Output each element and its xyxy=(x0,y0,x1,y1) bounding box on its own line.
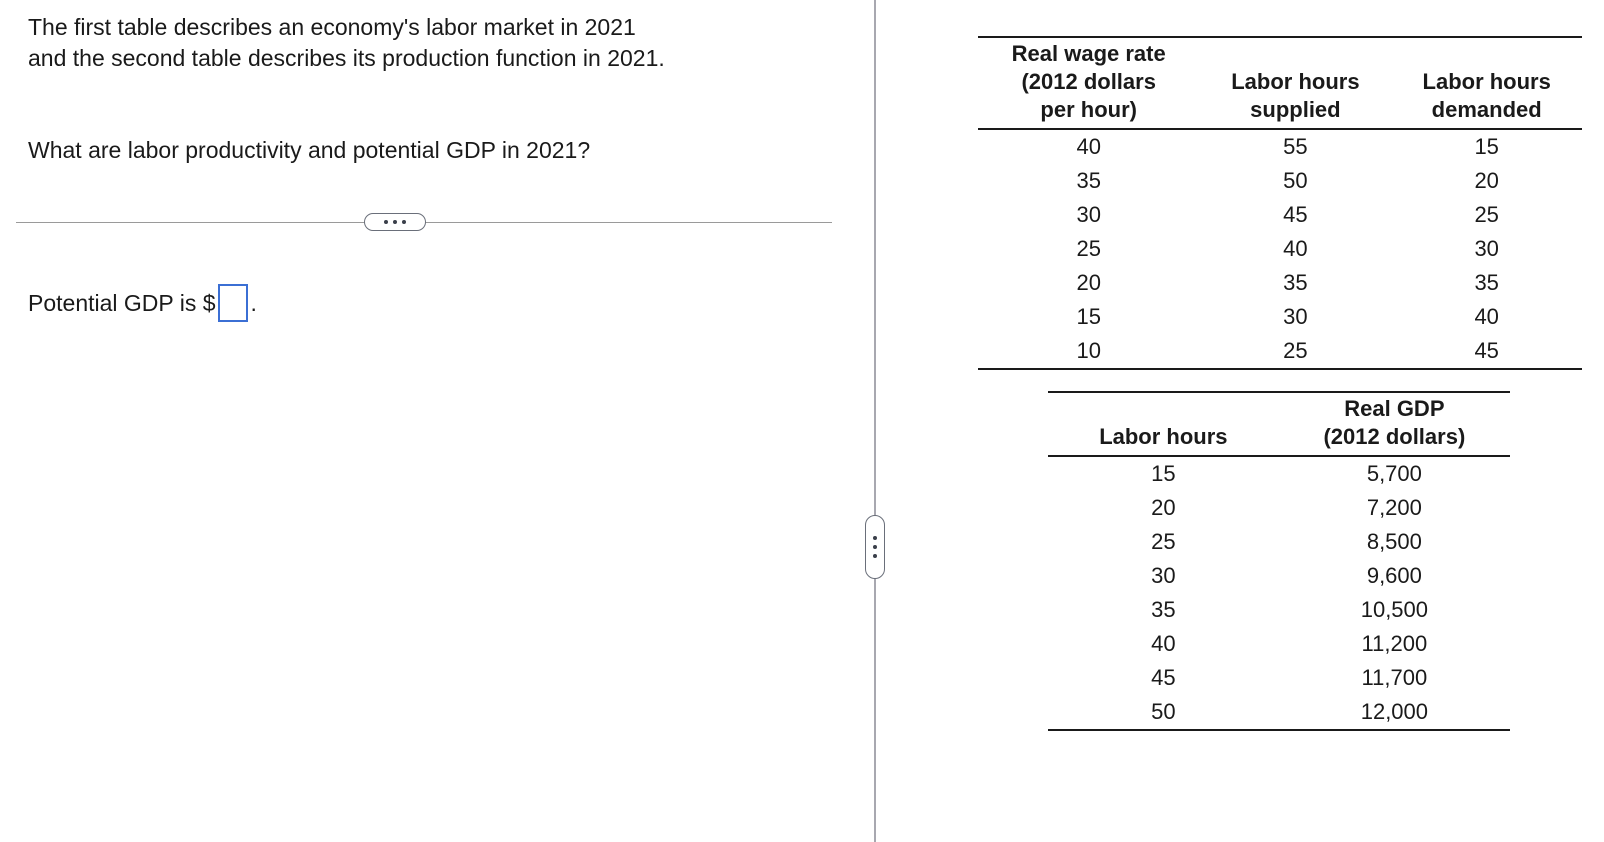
pane-divider[interactable] xyxy=(874,0,876,842)
table-row xyxy=(978,129,1582,164)
table-cell: 7,200 xyxy=(1366,495,1422,520)
table-cell: 35 xyxy=(1474,270,1499,295)
table-row xyxy=(1048,627,1510,661)
table-cell: 25 xyxy=(1474,202,1499,227)
table-cell: 40 xyxy=(1076,134,1101,159)
table-cell: 11,200 xyxy=(1361,631,1428,656)
header-labor-hours: Labor hours xyxy=(1099,424,1228,449)
table-row xyxy=(1048,661,1510,695)
table-cell: 50 xyxy=(1283,168,1308,193)
potential-gdp-input[interactable] xyxy=(218,284,248,322)
table-cell: 25 xyxy=(1151,529,1176,554)
table-row xyxy=(978,334,1582,369)
table-row xyxy=(978,198,1582,232)
table-cell: 10 xyxy=(1076,338,1101,363)
expand-more-button[interactable] xyxy=(364,213,426,231)
table-header-row xyxy=(1048,392,1510,456)
table-cell: 35 xyxy=(1151,597,1176,622)
more-vertical-icon xyxy=(873,554,877,558)
table-row xyxy=(978,300,1582,334)
more-horizontal-icon xyxy=(384,220,388,224)
header-labor-hours-supplied: Labor hours supplied xyxy=(1231,69,1360,122)
table-row xyxy=(1048,559,1510,593)
more-vertical-icon xyxy=(873,536,877,540)
labor-market-table xyxy=(978,36,1582,370)
table-cell: 30 xyxy=(1283,304,1308,329)
table-cell: 5,700 xyxy=(1366,461,1422,486)
table-cell: 15 xyxy=(1076,304,1101,329)
table-cell: 20 xyxy=(1474,168,1499,193)
more-vertical-icon xyxy=(873,545,877,549)
table-cell: 40 xyxy=(1151,631,1176,656)
table-cell: 30 xyxy=(1151,563,1176,588)
pane-resize-handle[interactable] xyxy=(865,515,885,579)
table-cell: 50 xyxy=(1151,699,1176,724)
header-labor-hours-demanded: Labor hours demanded xyxy=(1422,69,1551,122)
table-cell: 30 xyxy=(1076,202,1101,227)
table-row xyxy=(1048,695,1510,730)
question-prompt: What are labor productivity and potential GDP in 2021? xyxy=(28,137,591,163)
production-function-table xyxy=(1048,391,1510,731)
table-cell: 30 xyxy=(1474,236,1499,261)
table-cell: 40 xyxy=(1474,304,1499,329)
table-cell: 55 xyxy=(1283,134,1308,159)
table-cell: 35 xyxy=(1283,270,1308,295)
answer-suffix: . xyxy=(250,289,257,316)
table-cell: 35 xyxy=(1076,168,1101,193)
answer-line xyxy=(28,284,257,322)
table-cell: 40 xyxy=(1283,236,1308,261)
header-real-gdp: Real GDP (2012 dollars) xyxy=(1323,396,1466,449)
table-row xyxy=(978,164,1582,198)
table-row xyxy=(1048,491,1510,525)
table-cell: 45 xyxy=(1474,338,1499,363)
table-cell: 15 xyxy=(1151,461,1176,486)
table-cell: 20 xyxy=(1076,270,1101,295)
more-horizontal-icon xyxy=(393,220,397,224)
table-row xyxy=(978,232,1582,266)
header-real-wage-rate: Real wage rate (2012 dollars per hour) xyxy=(1011,41,1166,122)
table-cell: 8,500 xyxy=(1366,529,1422,554)
question-intro: The first table describes an economy's labor market in 2021 and the second table describes its production function in 2021. xyxy=(28,14,665,71)
table-cell: 45 xyxy=(1283,202,1308,227)
table-cell: 45 xyxy=(1151,665,1176,690)
table-cell: 25 xyxy=(1076,236,1101,261)
table-cell: 15 xyxy=(1474,134,1499,159)
table-cell: 25 xyxy=(1283,338,1308,363)
table-cell: 11,700 xyxy=(1361,665,1428,690)
answer-prefix: Potential GDP is $ xyxy=(28,289,216,316)
table-cell: 10,500 xyxy=(1360,597,1429,622)
table-row xyxy=(1048,456,1510,491)
table-row xyxy=(1048,593,1510,627)
table-row xyxy=(1048,525,1510,559)
table-row xyxy=(978,266,1582,300)
more-horizontal-icon xyxy=(402,220,406,224)
table-header-row xyxy=(978,37,1582,129)
table-cell: 20 xyxy=(1151,495,1176,520)
table-cell: 12,000 xyxy=(1360,699,1429,724)
table-cell: 9,600 xyxy=(1366,563,1422,588)
